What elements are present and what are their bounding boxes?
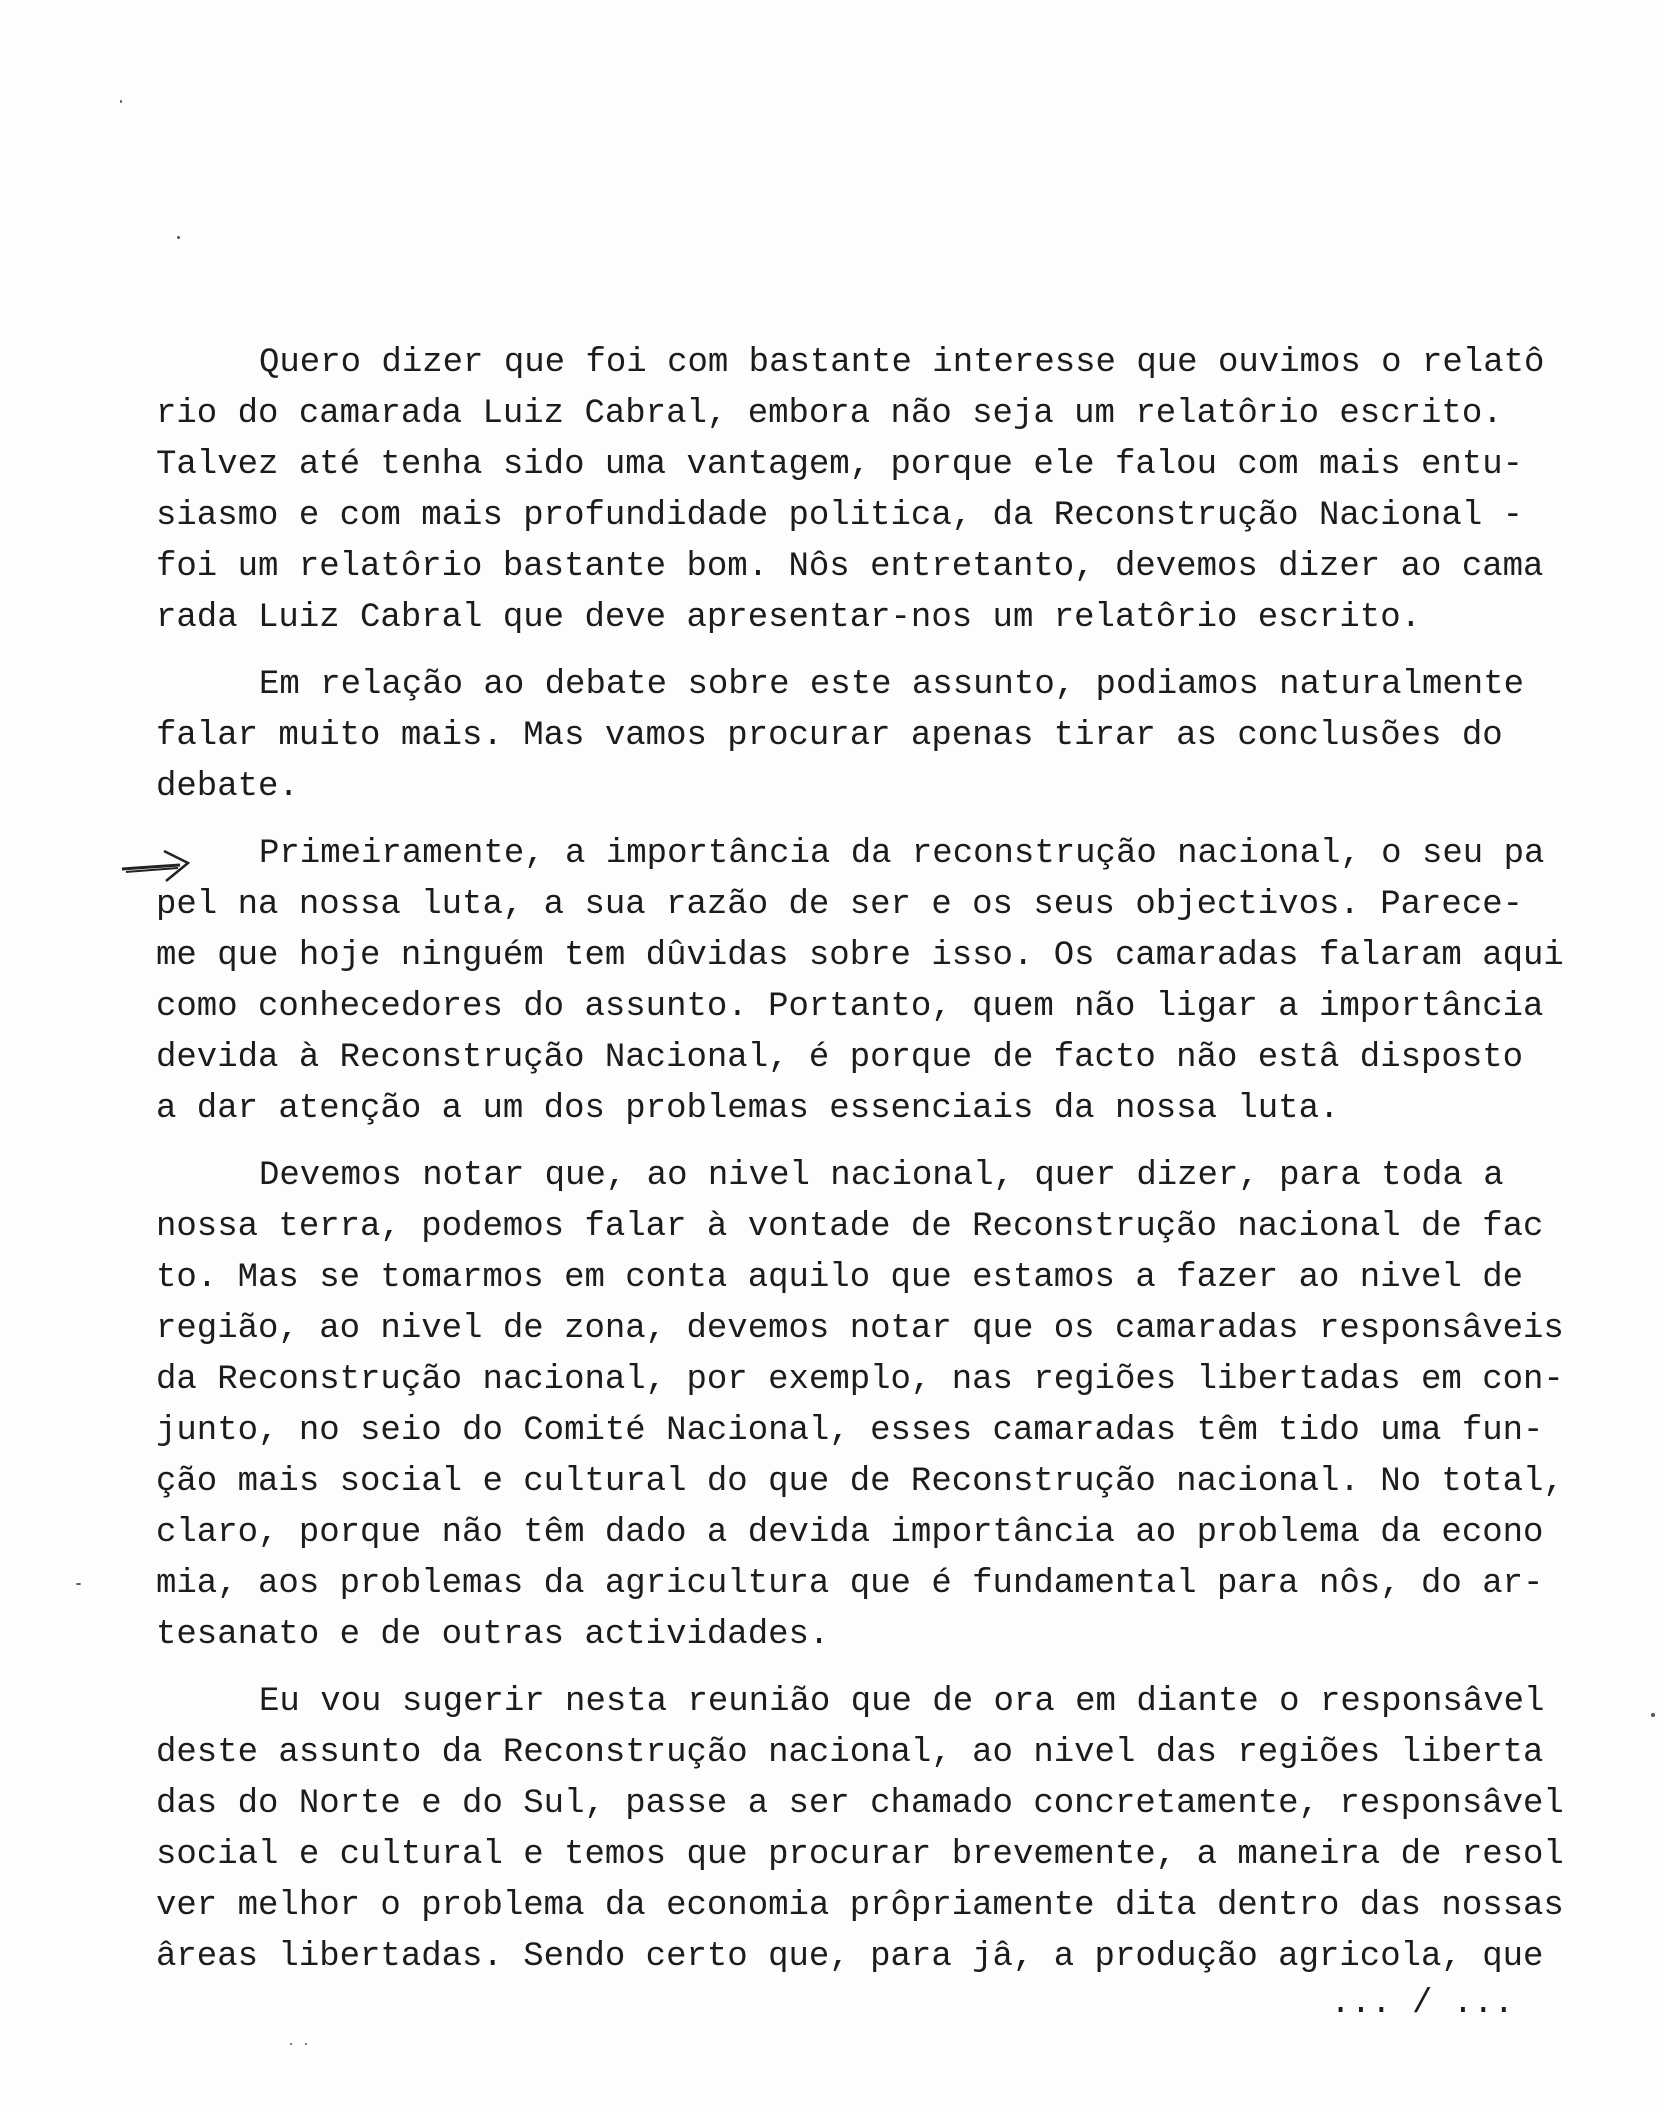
continuation-mark: ... / ... <box>1330 1985 1514 2023</box>
text-line: ção mais social e cultural do que de Reconstrução nacional. No total, <box>156 1463 1564 1501</box>
scan-speck <box>305 2043 307 2045</box>
text-line: to. Mas se tomarmos em conta aquilo que estamos a fazer ao nivel de <box>156 1259 1524 1297</box>
text-line: claro, porque não têm dado a devida importância ao problema da econo <box>156 1514 1544 1552</box>
text-line: siasmo e com mais profundidade politica, da Reconstrução Nacional - <box>156 497 1524 535</box>
text-line: da Reconstrução nacional, por exemplo, nas regiões libertadas em con- <box>156 1361 1564 1399</box>
text-line: nossa terra, podemos falar à vontade de Reconstrução nacional de fac <box>156 1208 1544 1246</box>
text-line: falar muito mais. Mas vamos procurar apenas tirar as conclusões do <box>156 717 1503 755</box>
text-line: rio do camarada Luiz Cabral, embora não seja um relatôrio escrito. <box>156 395 1503 433</box>
text-line: pel na nossa luta, a sua razão de ser e os seus objectivos. Parece- <box>156 886 1524 924</box>
document-body <box>156 338 1576 1999</box>
paragraph-2 <box>156 660 1576 813</box>
text-line: Primeiramente, a importância da reconstrução nacional, o seu pa <box>259 835 1545 873</box>
text-line: Talvez até tenha sido uma vantagem, porque ele falou com mais entu- <box>156 446 1524 484</box>
text-line: me que hoje ninguém tem dûvidas sobre isso. Os camaradas falaram aqui <box>156 937 1564 975</box>
paragraph-3 <box>156 829 1576 1135</box>
scan-speck <box>1651 1713 1655 1717</box>
text-line: região, ao nivel de zona, devemos notar que os camaradas responsâveis <box>156 1310 1564 1348</box>
text-line: mia, aos problemas da agricultura que é fundamental para nôs, do ar- <box>156 1565 1544 1603</box>
paragraph-1 <box>156 338 1576 644</box>
text-line: ver melhor o problema da economia prôpriamente dita dentro das nossas <box>156 1887 1564 1925</box>
paragraph-5 <box>156 1677 1576 1983</box>
text-line: devida à Reconstrução Nacional, é porque de facto não estâ disposto <box>156 1039 1524 1077</box>
text-line: foi um relatôrio bastante bom. Nôs entretanto, devemos dizer ao cama <box>156 548 1544 586</box>
text-line: Quero dizer que foi com bastante interesse que ouvimos o relatô <box>259 344 1545 382</box>
text-line: como conhecedores do assunto. Portanto, quem não ligar a importância <box>156 988 1544 1026</box>
text-line: Devemos notar que, ao nivel nacional, quer dizer, para toda a <box>259 1157 1504 1195</box>
text-line: deste assunto da Reconstrução nacional, ao nivel das regiões liberta <box>156 1734 1544 1772</box>
text-line: das do Norte e do Sul, passe a ser chamado concretamente, responsâvel <box>156 1785 1564 1823</box>
text-line: debate. <box>156 768 299 806</box>
text-line: rada Luiz Cabral que deve apresentar-nos um relatôrio escrito. <box>156 599 1422 637</box>
scan-speck <box>76 1583 81 1585</box>
text-line: Eu vou sugerir nesta reunião que de ora em diante o responsâvel <box>259 1683 1545 1721</box>
text-line: social e cultural e temos que procurar brevemente, a maneira de resol <box>156 1836 1564 1874</box>
text-line: âreas libertadas. Sendo certo que, para jâ, a produção agricola, que <box>156 1938 1544 1976</box>
text-line: tesanato e de outras actividades. <box>156 1616 830 1654</box>
text-line: junto, no seio do Comité Nacional, esses camaradas têm tido uma fun- <box>156 1412 1544 1450</box>
text-line: a dar atenção a um dos problemas essenciais da nossa luta. <box>156 1090 1340 1128</box>
paragraph-4 <box>156 1151 1576 1661</box>
text-line: Em relação ao debate sobre este assunto, podiamos naturalmente <box>259 666 1525 704</box>
scan-speck <box>120 100 122 103</box>
scan-speck <box>177 236 180 239</box>
scan-speck <box>290 2043 292 2045</box>
